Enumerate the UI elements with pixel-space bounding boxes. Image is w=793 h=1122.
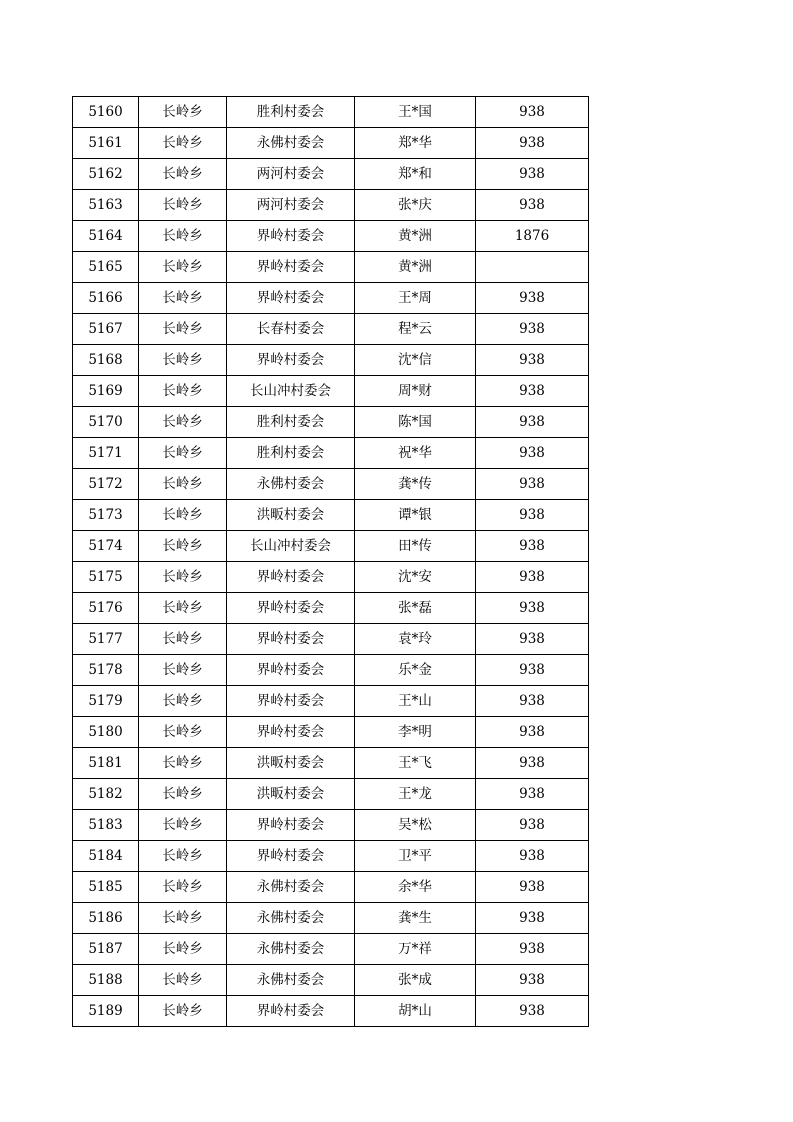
table-row bbox=[73, 624, 589, 655]
table-row bbox=[73, 810, 589, 841]
row-number-cell: 5176 bbox=[73, 593, 139, 624]
village-committee-cell: 两河村委会 bbox=[227, 190, 355, 221]
amount-cell: 938 bbox=[476, 655, 589, 686]
person-name-cell: 李*明 bbox=[355, 717, 476, 748]
village-committee-cell: 界岭村委会 bbox=[227, 283, 355, 314]
person-name-cell: 沈*信 bbox=[355, 345, 476, 376]
table-row bbox=[73, 221, 589, 252]
village-committee-cell: 永佛村委会 bbox=[227, 469, 355, 500]
row-number-cell: 5185 bbox=[73, 872, 139, 903]
amount-cell: 938 bbox=[476, 376, 589, 407]
amount-cell: 938 bbox=[476, 562, 589, 593]
row-number-cell: 5171 bbox=[73, 438, 139, 469]
row-number-cell: 5172 bbox=[73, 469, 139, 500]
township-cell: 长岭乡 bbox=[139, 190, 227, 221]
table-row bbox=[73, 438, 589, 469]
township-cell: 长岭乡 bbox=[139, 903, 227, 934]
row-number-cell: 5170 bbox=[73, 407, 139, 438]
row-number-cell: 5161 bbox=[73, 128, 139, 159]
amount-cell: 938 bbox=[476, 531, 589, 562]
village-committee-cell: 永佛村委会 bbox=[227, 903, 355, 934]
township-cell: 长岭乡 bbox=[139, 314, 227, 345]
table-row bbox=[73, 469, 589, 500]
township-cell: 长岭乡 bbox=[139, 97, 227, 128]
person-name-cell: 王*飞 bbox=[355, 748, 476, 779]
row-number-cell: 5164 bbox=[73, 221, 139, 252]
township-cell: 长岭乡 bbox=[139, 159, 227, 190]
roster-table bbox=[72, 96, 589, 1027]
person-name-cell: 王*国 bbox=[355, 97, 476, 128]
table-row bbox=[73, 903, 589, 934]
village-committee-cell: 界岭村委会 bbox=[227, 655, 355, 686]
amount-cell: 938 bbox=[476, 500, 589, 531]
person-name-cell: 龚*生 bbox=[355, 903, 476, 934]
amount-cell: 938 bbox=[476, 97, 589, 128]
person-name-cell: 周*财 bbox=[355, 376, 476, 407]
table-row bbox=[73, 159, 589, 190]
row-number-cell: 5180 bbox=[73, 717, 139, 748]
village-committee-cell: 界岭村委会 bbox=[227, 562, 355, 593]
village-committee-cell: 界岭村委会 bbox=[227, 221, 355, 252]
amount-cell: 938 bbox=[476, 159, 589, 190]
township-cell: 长岭乡 bbox=[139, 686, 227, 717]
table-row bbox=[73, 748, 589, 779]
township-cell: 长岭乡 bbox=[139, 221, 227, 252]
table-row bbox=[73, 500, 589, 531]
row-number-cell: 5189 bbox=[73, 996, 139, 1027]
amount-cell: 938 bbox=[476, 345, 589, 376]
amount-cell: 938 bbox=[476, 934, 589, 965]
person-name-cell: 乐*金 bbox=[355, 655, 476, 686]
person-name-cell: 谭*银 bbox=[355, 500, 476, 531]
amount-cell: 938 bbox=[476, 779, 589, 810]
row-number-cell: 5169 bbox=[73, 376, 139, 407]
row-number-cell: 5174 bbox=[73, 531, 139, 562]
township-cell: 长岭乡 bbox=[139, 407, 227, 438]
village-committee-cell: 永佛村委会 bbox=[227, 872, 355, 903]
table-row bbox=[73, 996, 589, 1027]
person-name-cell: 王*周 bbox=[355, 283, 476, 314]
township-cell: 长岭乡 bbox=[139, 562, 227, 593]
person-name-cell: 万*祥 bbox=[355, 934, 476, 965]
village-committee-cell: 界岭村委会 bbox=[227, 717, 355, 748]
row-number-cell: 5173 bbox=[73, 500, 139, 531]
township-cell: 长岭乡 bbox=[139, 996, 227, 1027]
person-name-cell: 黄*洲 bbox=[355, 221, 476, 252]
township-cell: 长岭乡 bbox=[139, 376, 227, 407]
amount-cell: 1876 bbox=[476, 221, 589, 252]
amount-cell: 938 bbox=[476, 841, 589, 872]
row-number-cell: 5168 bbox=[73, 345, 139, 376]
person-name-cell: 王*龙 bbox=[355, 779, 476, 810]
row-number-cell: 5186 bbox=[73, 903, 139, 934]
village-committee-cell: 胜利村委会 bbox=[227, 407, 355, 438]
village-committee-cell: 长山冲村委会 bbox=[227, 531, 355, 562]
village-committee-cell: 界岭村委会 bbox=[227, 841, 355, 872]
township-cell: 长岭乡 bbox=[139, 934, 227, 965]
person-name-cell: 张*庆 bbox=[355, 190, 476, 221]
village-committee-cell: 界岭村委会 bbox=[227, 810, 355, 841]
township-cell: 长岭乡 bbox=[139, 748, 227, 779]
row-number-cell: 5162 bbox=[73, 159, 139, 190]
amount-cell: 938 bbox=[476, 872, 589, 903]
village-committee-cell: 永佛村委会 bbox=[227, 934, 355, 965]
table-row bbox=[73, 345, 589, 376]
row-number-cell: 5160 bbox=[73, 97, 139, 128]
person-name-cell: 陈*国 bbox=[355, 407, 476, 438]
village-committee-cell: 洪畈村委会 bbox=[227, 779, 355, 810]
amount-cell: 938 bbox=[476, 593, 589, 624]
township-cell: 长岭乡 bbox=[139, 965, 227, 996]
amount-cell: 938 bbox=[476, 190, 589, 221]
person-name-cell: 袁*玲 bbox=[355, 624, 476, 655]
table-row bbox=[73, 97, 589, 128]
table-row bbox=[73, 655, 589, 686]
township-cell: 长岭乡 bbox=[139, 252, 227, 283]
amount-cell: 938 bbox=[476, 407, 589, 438]
amount-cell: 938 bbox=[476, 438, 589, 469]
amount-cell: 938 bbox=[476, 314, 589, 345]
person-name-cell: 余*华 bbox=[355, 872, 476, 903]
township-cell: 长岭乡 bbox=[139, 531, 227, 562]
township-cell: 长岭乡 bbox=[139, 717, 227, 748]
table-row bbox=[73, 841, 589, 872]
village-committee-cell: 永佛村委会 bbox=[227, 128, 355, 159]
village-committee-cell: 洪畈村委会 bbox=[227, 500, 355, 531]
row-number-cell: 5182 bbox=[73, 779, 139, 810]
table-row bbox=[73, 531, 589, 562]
amount-cell: 938 bbox=[476, 624, 589, 655]
village-committee-cell: 两河村委会 bbox=[227, 159, 355, 190]
township-cell: 长岭乡 bbox=[139, 469, 227, 500]
row-number-cell: 5179 bbox=[73, 686, 139, 717]
person-name-cell: 郑*华 bbox=[355, 128, 476, 159]
village-committee-cell: 界岭村委会 bbox=[227, 345, 355, 376]
table-row bbox=[73, 872, 589, 903]
table-row bbox=[73, 717, 589, 748]
township-cell: 长岭乡 bbox=[139, 283, 227, 314]
row-number-cell: 5177 bbox=[73, 624, 139, 655]
table-row bbox=[73, 934, 589, 965]
row-number-cell: 5166 bbox=[73, 283, 139, 314]
township-cell: 长岭乡 bbox=[139, 810, 227, 841]
table-row bbox=[73, 128, 589, 159]
township-cell: 长岭乡 bbox=[139, 655, 227, 686]
township-cell: 长岭乡 bbox=[139, 593, 227, 624]
table-row bbox=[73, 252, 589, 283]
person-name-cell: 胡*山 bbox=[355, 996, 476, 1027]
village-committee-cell: 界岭村委会 bbox=[227, 996, 355, 1027]
row-number-cell: 5183 bbox=[73, 810, 139, 841]
table-row bbox=[73, 965, 589, 996]
amount-cell: 938 bbox=[476, 996, 589, 1027]
row-number-cell: 5184 bbox=[73, 841, 139, 872]
amount-cell: 938 bbox=[476, 686, 589, 717]
table-row bbox=[73, 407, 589, 438]
amount-cell: 938 bbox=[476, 810, 589, 841]
person-name-cell: 卫*平 bbox=[355, 841, 476, 872]
person-name-cell: 郑*和 bbox=[355, 159, 476, 190]
village-committee-cell: 长山冲村委会 bbox=[227, 376, 355, 407]
amount-cell: 938 bbox=[476, 128, 589, 159]
person-name-cell: 龚*传 bbox=[355, 469, 476, 500]
village-committee-cell: 永佛村委会 bbox=[227, 965, 355, 996]
village-committee-cell: 胜利村委会 bbox=[227, 438, 355, 469]
person-name-cell: 张*成 bbox=[355, 965, 476, 996]
table-row bbox=[73, 779, 589, 810]
person-name-cell: 程*云 bbox=[355, 314, 476, 345]
amount-cell: 938 bbox=[476, 717, 589, 748]
table-row bbox=[73, 593, 589, 624]
village-committee-cell: 洪畈村委会 bbox=[227, 748, 355, 779]
amount-cell: 938 bbox=[476, 283, 589, 314]
row-number-cell: 5175 bbox=[73, 562, 139, 593]
township-cell: 长岭乡 bbox=[139, 779, 227, 810]
amount-cell: 938 bbox=[476, 965, 589, 996]
amount-cell: 938 bbox=[476, 903, 589, 934]
amount-cell: 938 bbox=[476, 748, 589, 779]
row-number-cell: 5187 bbox=[73, 934, 139, 965]
village-committee-cell: 界岭村委会 bbox=[227, 593, 355, 624]
row-number-cell: 5178 bbox=[73, 655, 139, 686]
row-number-cell: 5188 bbox=[73, 965, 139, 996]
village-committee-cell: 界岭村委会 bbox=[227, 624, 355, 655]
row-number-cell: 5181 bbox=[73, 748, 139, 779]
person-name-cell: 吴*松 bbox=[355, 810, 476, 841]
township-cell: 长岭乡 bbox=[139, 128, 227, 159]
table-row bbox=[73, 376, 589, 407]
table-row bbox=[73, 686, 589, 717]
township-cell: 长岭乡 bbox=[139, 624, 227, 655]
village-committee-cell: 界岭村委会 bbox=[227, 686, 355, 717]
person-name-cell: 张*磊 bbox=[355, 593, 476, 624]
village-committee-cell: 界岭村委会 bbox=[227, 252, 355, 283]
row-number-cell: 5163 bbox=[73, 190, 139, 221]
township-cell: 长岭乡 bbox=[139, 345, 227, 376]
village-committee-cell: 胜利村委会 bbox=[227, 97, 355, 128]
person-name-cell: 黄*洲 bbox=[355, 252, 476, 283]
table-row bbox=[73, 562, 589, 593]
row-number-cell: 5165 bbox=[73, 252, 139, 283]
person-name-cell: 王*山 bbox=[355, 686, 476, 717]
person-name-cell: 祝*华 bbox=[355, 438, 476, 469]
person-name-cell: 沈*安 bbox=[355, 562, 476, 593]
village-committee-cell: 长春村委会 bbox=[227, 314, 355, 345]
township-cell: 长岭乡 bbox=[139, 500, 227, 531]
township-cell: 长岭乡 bbox=[139, 872, 227, 903]
table-row bbox=[73, 283, 589, 314]
roster-table-body bbox=[73, 97, 589, 1027]
row-number-cell: 5167 bbox=[73, 314, 139, 345]
person-name-cell: 田*传 bbox=[355, 531, 476, 562]
amount-cell: 938 bbox=[476, 469, 589, 500]
amount-cell bbox=[476, 252, 589, 283]
table-row bbox=[73, 190, 589, 221]
table-row bbox=[73, 314, 589, 345]
township-cell: 长岭乡 bbox=[139, 438, 227, 469]
township-cell: 长岭乡 bbox=[139, 841, 227, 872]
